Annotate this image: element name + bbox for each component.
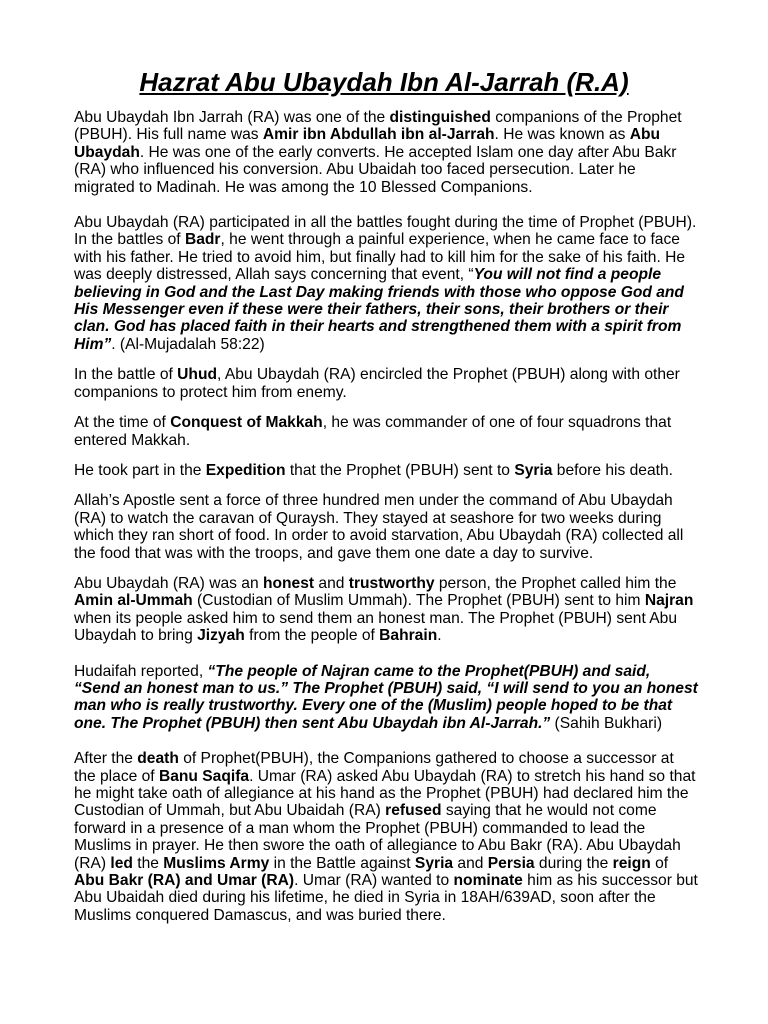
emphasis-text: Amir ibn Abdullah ibn al-Jarrah (262, 126, 495, 144)
emphasis-text: Bahrain (379, 627, 438, 645)
emphasis-text: Syria (514, 461, 553, 479)
body-text: when its people asked him to send them an honest man. The Prophet (PBUH) sent Abu Ubaydah to bring (74, 609, 678, 645)
body-text: from the people of (244, 627, 380, 645)
body-text: the (132, 854, 164, 872)
paragraph-battles (74, 214, 698, 353)
emphasis-text: Syria (414, 854, 454, 872)
emphasis-text: Uhud (177, 366, 218, 384)
emphasis-text: death (137, 750, 179, 768)
body-text: of Prophet(PBUH), the Companions gathered to choose a successor at the place of (74, 750, 674, 785)
emphasis-text: Expedition (205, 461, 286, 479)
emphasis-text: Conquest of Makkah (170, 414, 323, 432)
paragraph-hadith (74, 663, 698, 733)
body-text: , he went through a painful experience, when he came face to face with his father. He tried to avoid him, but finally had to kill him for the sake of his faith. He was deeply distressed, Allah says concerning that event, “ (74, 231, 686, 284)
body-text: , Abu Ubaydah (RA) encircled the Prophet (PBUH) along with other companions to protect him from enemy. (74, 366, 680, 401)
paragraph-uhud (74, 366, 698, 401)
body-text: and (453, 854, 488, 872)
body-text: At the time of (74, 414, 171, 432)
emphasis-text: honest (262, 574, 315, 592)
body-text: saying that he would not come forward in a presence of a man whom the Prophet (PBUH) commanded to lead the Muslims in prayer. He then swore the oath of allegiance to Abu Bakr (RA). Abu Ubaydah (RA) (74, 802, 681, 872)
body-text: him as his successor but Abu Ubaidah died during his lifetime, he died in Syria in 18AH/639AD, soon after the Muslims conquered Damascus, and was buried there. (74, 872, 698, 924)
body-text: Hudaifah reported, (74, 662, 208, 680)
paragraph-seashore (74, 492, 698, 562)
body-text: . He was known as (494, 126, 630, 144)
emphasis-text: refused (385, 802, 442, 820)
body-text: before his death. (552, 461, 673, 479)
emphasis-text: You will not find a people believing in God and the Last Day making friends with those who oppose God and His Messenger even if these were their fathers, their sons, their brothers or their clan. God has placed faith in their hearts and strengthened them with a spirit from Him” (74, 266, 684, 353)
body-text: . Umar (RA) wanted to (294, 872, 454, 890)
body-text: Allah’s Apostle sent a force of three hundred men under the command of Abu Ubaydah (RA) to watch the caravan of Quraysh. They stayed at seashore for two weeks during which they ran short of food. In order to avoid starvation, Abu Ubaydah (RA) collected all the food that was with the troops, and gave them one date a day to survive. (74, 492, 684, 562)
emphasis-text: trustworthy (348, 574, 435, 592)
emphasis-text: Muslims Army (163, 854, 270, 872)
body-text: He took part in the (74, 461, 206, 479)
document-body (74, 109, 698, 924)
emphasis-text: Amin al-Ummah (74, 592, 193, 610)
emphasis-text: reign (612, 854, 651, 872)
emphasis-text: Banu Saqifa (158, 767, 250, 785)
paragraph-amin (74, 575, 698, 645)
body-text: Abu Ubaydah (RA) was an (74, 574, 263, 592)
body-text: in the Battle against (269, 854, 415, 872)
body-text: (Sahih Bukhari) (550, 714, 663, 732)
paragraph-succession (74, 750, 698, 924)
body-text: . He was one of the early converts. He accepted Islam one day after Abu Bakr (RA) who influenced his conversion. Abu Ubaidah too faced persecution. Later he migrated to Madinah. He was among the 10 Blessed Companions. (74, 143, 677, 196)
body-text: . Umar (RA) asked Abu Ubaydah (RA) to stretch his hand so that he might take oath of allegiance at his hand as the Prophet (PBUH) had declared him the Custodian of Ummah, but Abu Ubaidah (RA) (74, 767, 696, 820)
body-text: and (314, 574, 349, 592)
emphasis-text: led (110, 854, 133, 872)
body-text: that the Prophet (PBUH) sent to (285, 461, 515, 479)
body-text: , he was commander of one of four squadrons that entered Makkah. (74, 414, 672, 449)
emphasis-text: nominate (453, 872, 523, 890)
body-text: (Custodian of Muslim Ummah). The Prophet (PBUH) sent to him (192, 592, 645, 610)
emphasis-text: distinguished (389, 109, 491, 126)
paragraph-intro (74, 109, 698, 196)
body-text: during the (534, 854, 613, 872)
emphasis-text: Persia (487, 854, 535, 872)
document-title: Hazrat Abu Ubaydah Ibn Al-Jarrah (R.A) (139, 67, 629, 97)
emphasis-text: Jizyah (197, 627, 245, 645)
body-text: After the (74, 750, 138, 768)
emphasis-text: Abu Ubaydah (74, 126, 661, 161)
emphasis-text: Badr (184, 231, 221, 249)
emphasis-text: “The people of Najran came to the Prophet(PBUH) and said, “Send an honest man to us.” The Prophet (PBUH) said, “I will send to you an honest man who is really trustworthy. Every one of the (Muslim) people hoped to be that one. The Prophet (PBUH) then sent Abu Ubaydah ibn Al-Jarrah.” (74, 662, 698, 732)
body-text: Abu Ubaydah Ibn Jarrah (RA) was one of the (74, 109, 390, 126)
body-text: In the battle of (74, 366, 178, 384)
body-text: . (Al-Mujadalah 58:22) (111, 335, 265, 353)
body-text: Abu Ubaydah (RA) participated in all the battles fought during the time of Prophet (PBUH). In the battles of (74, 214, 697, 249)
body-text: . (437, 627, 442, 645)
paragraph-makkah (74, 414, 698, 449)
paragraph-expedition (74, 462, 698, 479)
emphasis-text: Abu Bakr (RA) and Umar (RA) (74, 872, 295, 890)
body-text: person, the Prophet called him the (434, 574, 677, 592)
body-text: of (650, 854, 669, 872)
emphasis-text: Najran (644, 592, 694, 610)
body-text: companions of the Prophet (PBUH). His full name was (74, 109, 682, 144)
